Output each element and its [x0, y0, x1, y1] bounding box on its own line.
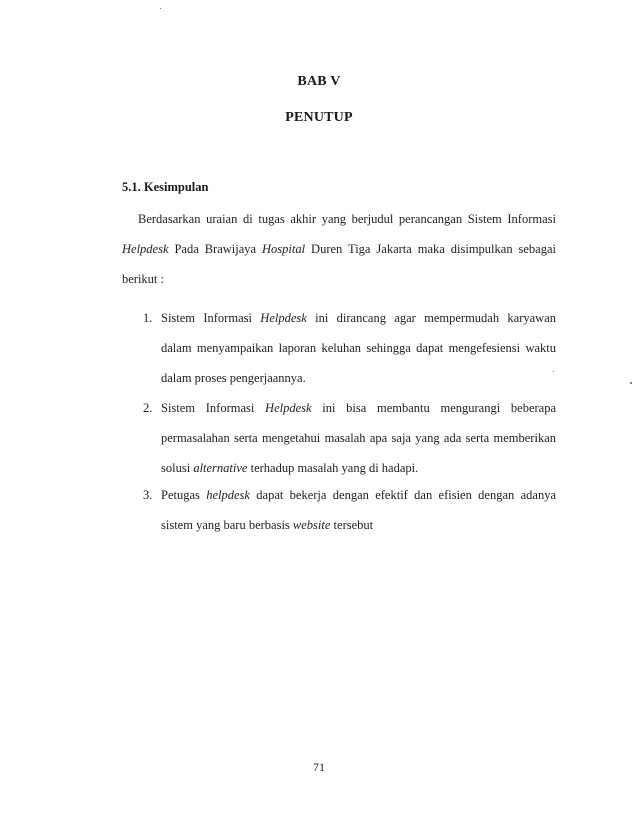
- list-item-line: [161, 303, 556, 333]
- intro-paragraph-line: [138, 204, 556, 234]
- text-run: dapat bekerja dengan efektif dan efisien dengan adanya: [249, 488, 556, 502]
- list-item-number: 2.: [143, 401, 153, 415]
- text-run: dalam menyampaikan laporan keluhan sehingga dapat mengefesiensi waktu: [161, 341, 556, 355]
- text-run: tersebut: [330, 518, 374, 532]
- text-run: Sistem Informasi: [161, 401, 266, 415]
- text-run: berikut :: [122, 272, 165, 286]
- italic-term: Helpdesk: [260, 311, 307, 325]
- section-heading: 5.1. Kesimpulan: [122, 180, 209, 194]
- italic-term: Hospital: [262, 242, 306, 256]
- chapter-number: BAB V: [297, 74, 341, 89]
- italic-term: helpdesk: [206, 488, 250, 502]
- italic-term: Helpdesk: [122, 242, 169, 256]
- text-run: Sistem Informasi: [161, 311, 261, 325]
- list-item-line: [161, 480, 556, 510]
- text-run: Petugas: [161, 488, 207, 502]
- italic-term: website: [292, 518, 331, 532]
- chapter-title: PENUTUP: [285, 110, 353, 125]
- list-item-number: 3.: [143, 488, 153, 502]
- text-run: terhadup masalah yang di hadapi.: [247, 461, 419, 475]
- intro-paragraph-line: [122, 234, 556, 264]
- list-item-line: [161, 423, 556, 453]
- text-run: permasalahan serta mengetahui masalah apa saja yang ada serta memberikan: [161, 431, 556, 445]
- list-item-line: [161, 393, 556, 423]
- text-run: Duren Tiga Jakarta maka disimpulkan sebagai: [305, 242, 556, 256]
- list-item-line: [161, 363, 556, 393]
- list-item-line: [161, 510, 556, 540]
- list-item-line: [161, 453, 556, 483]
- scan-speck: [630, 382, 632, 384]
- italic-term: alternative: [193, 461, 248, 475]
- scan-speck: [160, 8, 161, 9]
- intro-paragraph-line: [122, 264, 556, 294]
- italic-term: Helpdesk: [265, 401, 312, 415]
- list-item-line: [161, 333, 556, 363]
- text-run: ini bisa membantu mengurangi beberapa: [311, 401, 556, 415]
- list-item-number: 1.: [143, 311, 153, 325]
- text-run: ini dirancang agar mempermudah karyawan: [306, 311, 556, 325]
- text-run: sistem yang baru berbasis: [161, 518, 293, 532]
- text-run: solusi: [161, 461, 194, 475]
- text-run: Pada Brawijaya: [168, 242, 263, 256]
- page-number: 71: [313, 760, 325, 774]
- text-run: dalam proses pengerjaannya.: [161, 371, 306, 385]
- text-run: Berdasarkan uraian di tugas akhir yang berjudul perancangan Sistem Informasi: [138, 212, 556, 226]
- scan-speck: [553, 371, 554, 372]
